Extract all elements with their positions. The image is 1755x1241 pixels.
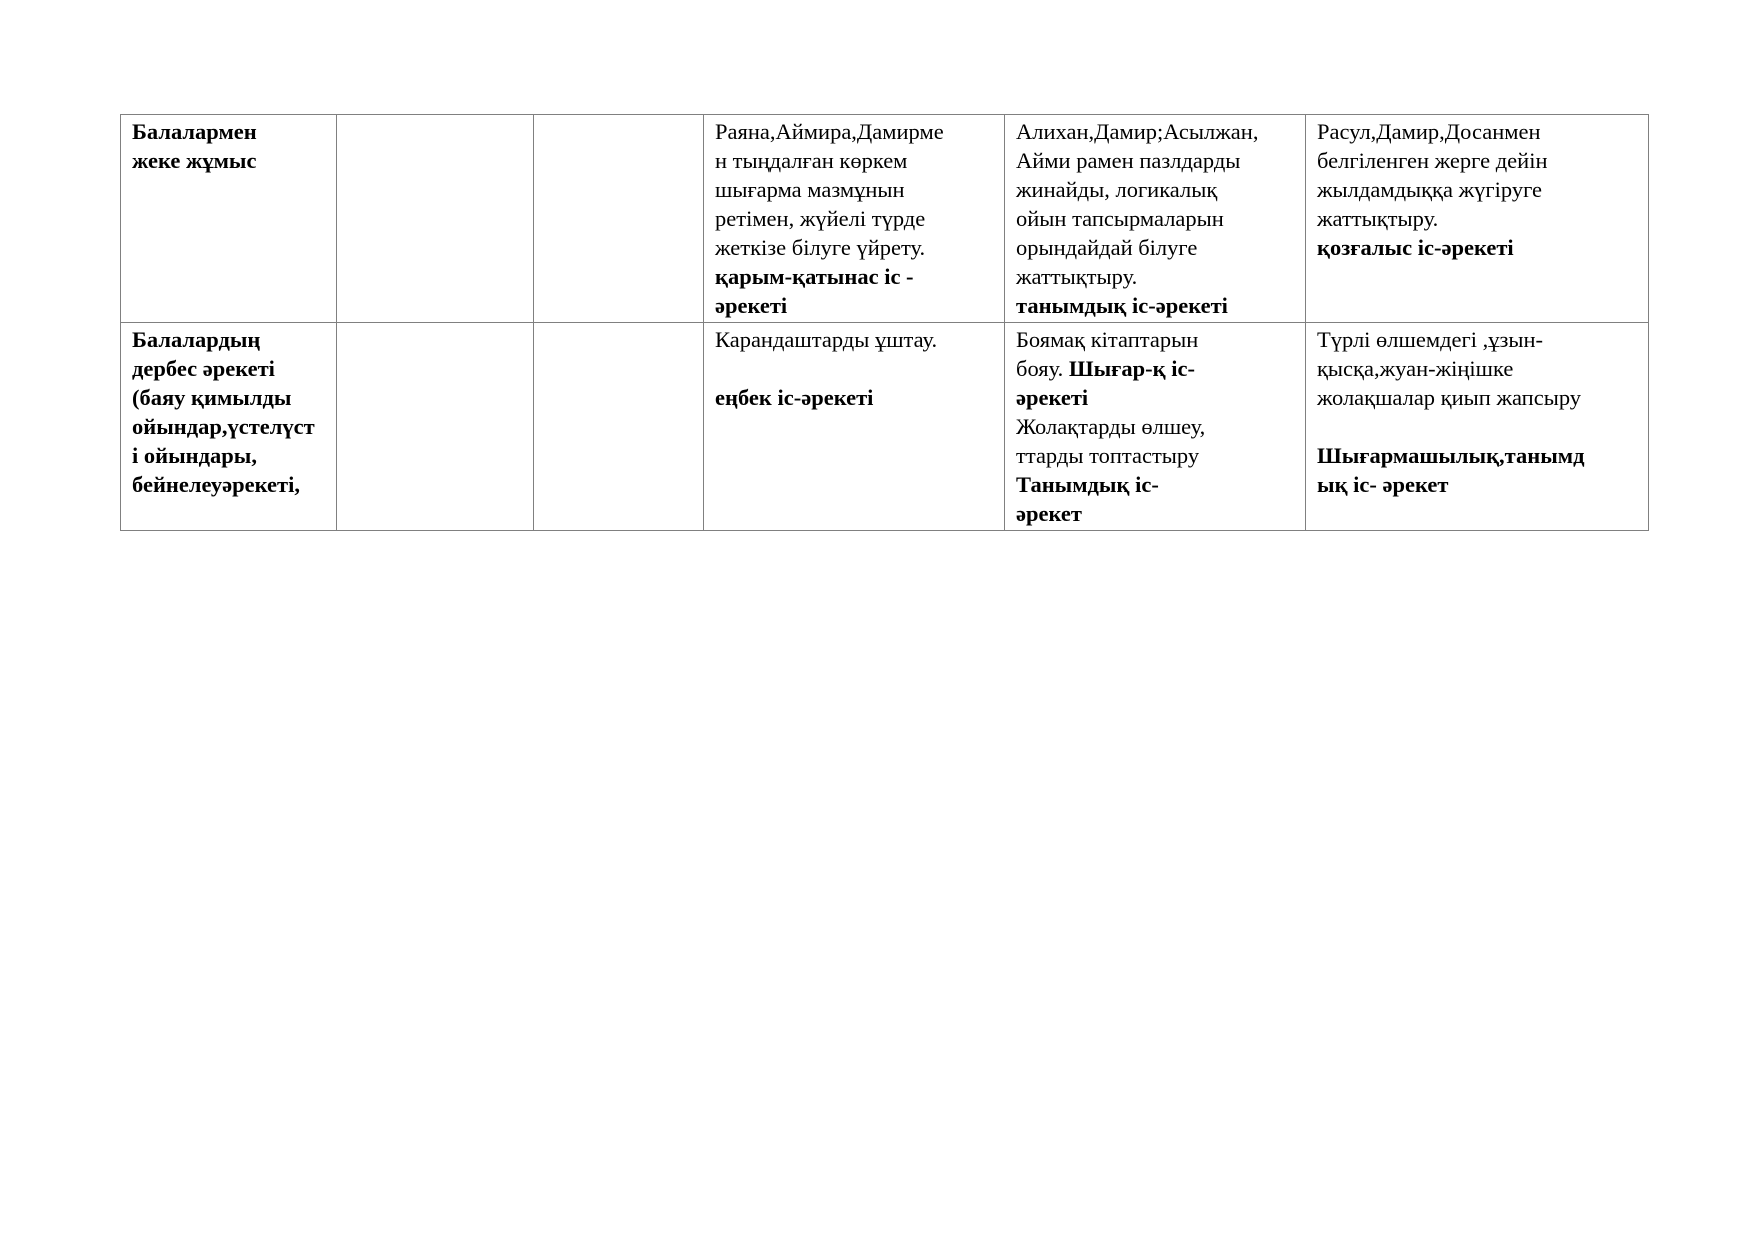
cell-independent-col5 [1005,323,1306,531]
activity-type-label: танымдық іс-әрекеті [1016,293,1228,318]
cell-line: қысқа,жуан-жіңішке [1317,356,1514,381]
activity-type-label: Шығармашылық,танымд [1317,443,1585,468]
blank-line [715,354,996,383]
activity-type-label: қарым-қатынас іс - [715,264,914,289]
activity-type-label: әрекет [1016,501,1082,526]
cell-line: Раяна,Аймира,Дамирме [715,119,944,144]
activity-type-label: әрекеті [1016,385,1089,410]
empty-cell [534,115,704,323]
activity-type-label: Танымдық іс- [1016,472,1159,497]
cell-line: жолақшалар қиып жапсыру [1317,385,1582,410]
header-line: і ойындары, [132,443,257,468]
cell-line: Айми рамен пазлдарды [1016,148,1241,173]
row-header-individual-work [121,115,337,323]
row-header-independent-activity [121,323,337,531]
activity-type-label: әрекеті [715,293,788,318]
activity-type-label: ық іс- әрекет [1317,472,1449,497]
activity-type-label: Шығар-қ іс- [1068,356,1195,381]
cell-line: Алихан,Дамир;Асылжан, [1016,119,1259,144]
cell-line: жеткізе білуге үйрету. [715,235,926,260]
cell-line: Карандаштарды ұштау. [715,327,938,352]
cell-line: Боямақ кітаптарын [1016,327,1199,352]
activity-type-label: еңбек іс-әрекеті [715,385,874,410]
cell-text: бояу. [1016,356,1069,381]
cell-line: ретімен, жүйелі түрде [715,206,926,231]
cell-line: жаттықтыру. [1317,206,1439,231]
table-row-individual-work [121,115,1649,323]
cell-line: н тыңдалған көркем [715,148,908,173]
cell-line: Түрлі өлшемдегі ,ұзын- [1317,327,1544,352]
header-line: (баяу қимылды [132,385,292,410]
cell-line: орындайдай білуге [1016,235,1198,260]
cell-line: жаттықтыру. [1016,264,1138,289]
cell-individual-col5 [1005,115,1306,323]
empty-cell [337,115,534,323]
cell-line: жылдамдыққа жүгіруге [1317,177,1542,202]
cell-line: шығарма мазмұнын [715,177,905,202]
cell-line: жинайды, логикалық [1016,177,1218,202]
cell-line: Жолақтарды өлшеу, [1016,414,1206,439]
header-line: Балалардың [132,327,261,352]
header-line: жеке жұмыс [132,148,257,173]
header-line: дербес әрекеті [132,356,275,381]
cell-line-mixed [1016,354,1297,383]
header-line: Балалармен [132,119,257,144]
table-row-independent-activity [121,323,1649,531]
empty-cell [534,323,704,531]
planning-table [120,114,1649,531]
cell-individual-col4 [704,115,1005,323]
cell-line: ттарды топтастыру [1016,443,1200,468]
cell-line: ойын тапсырмаларын [1016,206,1224,231]
blank-line [1317,412,1640,441]
header-line: бейнелеуәрекеті, [132,472,300,497]
header-line: ойындар,үстелүст [132,414,315,439]
activity-type-label: қозғалыс іс-әрекеті [1317,235,1514,260]
empty-cell [337,323,534,531]
cell-line: Расул,Дамир,Досанмен [1317,119,1541,144]
cell-individual-col6 [1306,115,1649,323]
cell-independent-col4 [704,323,1005,531]
cell-line: белгіленген жерге дейін [1317,148,1548,173]
cell-independent-col6 [1306,323,1649,531]
